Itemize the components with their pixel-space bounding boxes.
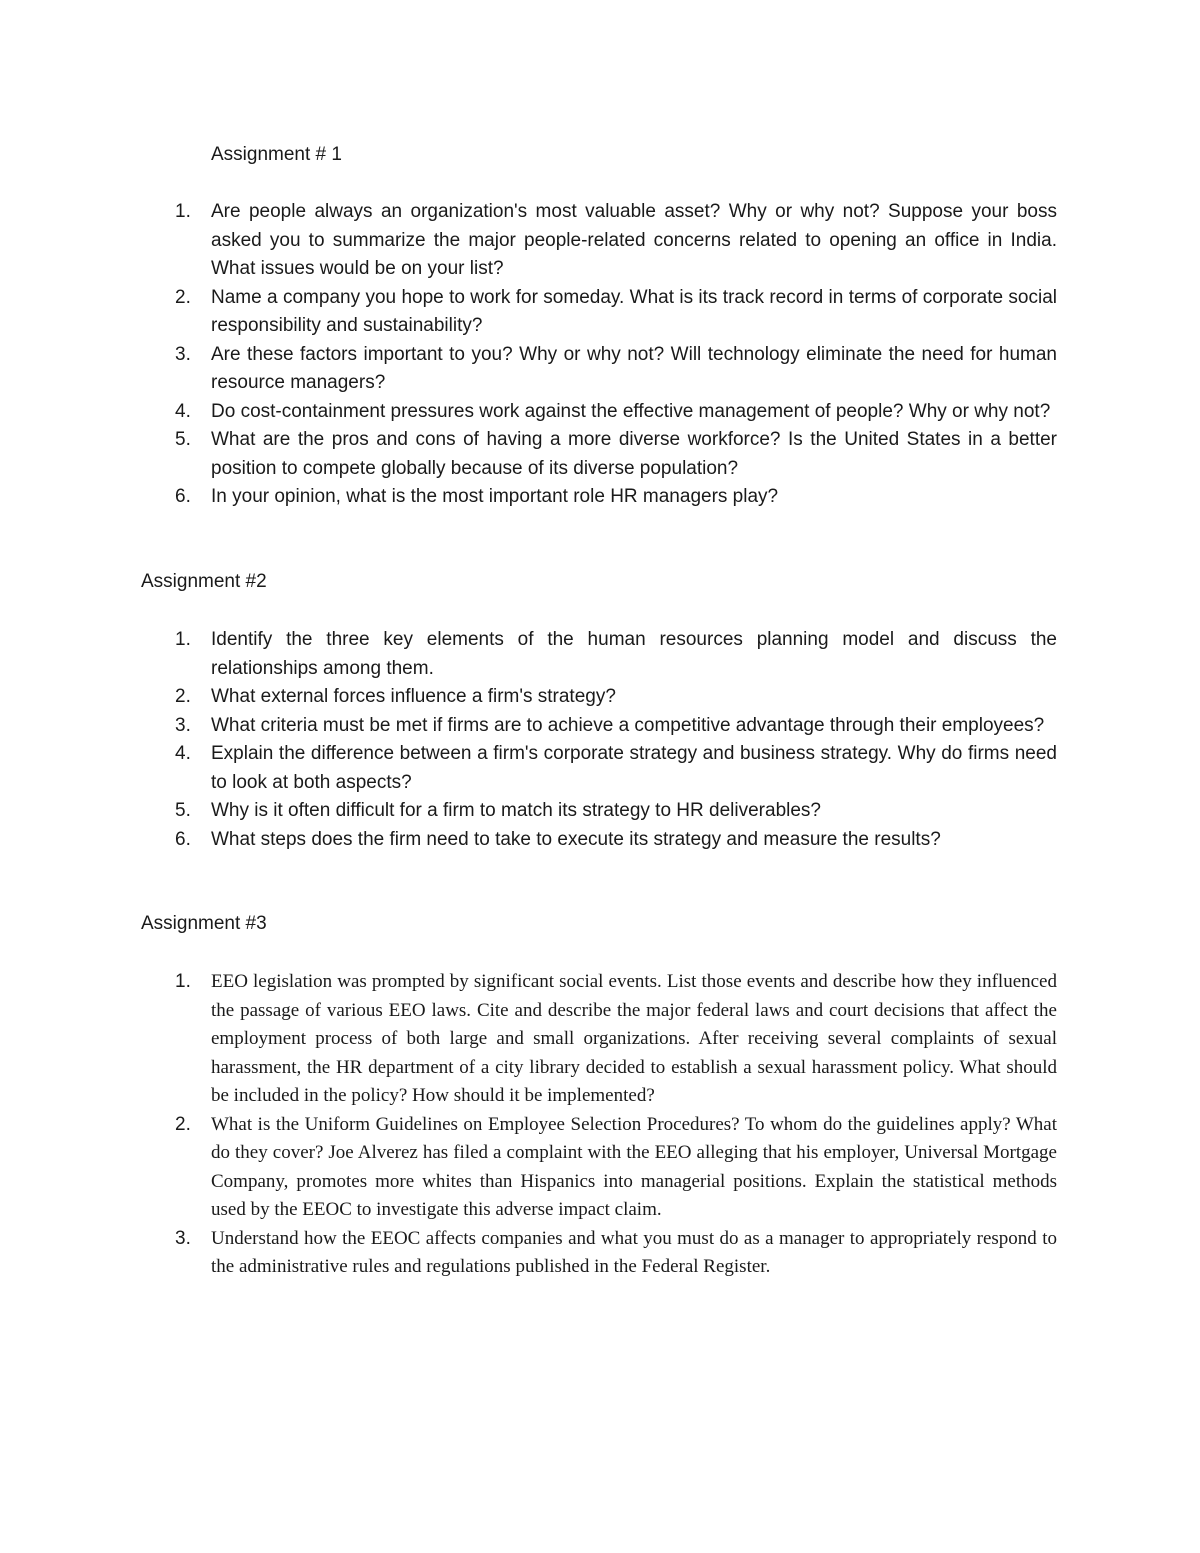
list-item-number: 1. [175,201,191,222]
list-item-text: EEO legislation was prompted by significant social events. List those events and describe how they influenced the passage of various EEO laws. Cite and describe the major federal laws and court decisions that affect the employment process of both large and small organizations. After receiving several complaints of sexual harassment, the HR department of a city library decided to establish a sexual harassment policy. What should be included in the policy? How should it be implemented? [211,971,1057,1106]
list-item [0,740,1057,797]
list-item-number: 1. [175,629,191,650]
list-item [0,483,1057,512]
list-item-number: 2. [175,286,191,308]
list-item-number: 1. [175,971,191,992]
list-item [0,284,1057,341]
assignment-3-question-list [0,968,1200,1282]
list-item [0,1111,1057,1225]
list-item-text: What are the pros and cons of having a more diverse workforce? Is the United States in a better position to compete globally because of its diverse population? [211,429,1057,479]
list-item [0,341,1057,398]
list-item-number: 4. [175,743,191,764]
list-item-text: Explain the difference between a firm's corporate strategy and business strategy. Why do firms need to look at both aspects? [211,743,1057,793]
list-item [0,826,1057,855]
list-item-text: Are these factors important to you? Why or why not? Will technology eliminate the need for human resource managers? [211,343,1057,393]
list-item [0,797,1057,826]
list-item-text: Identify the three key elements of the human resources planning model and discuss the relationships among them. [211,629,1057,679]
list-item-text: Name a company you hope to work for someday. What is its track record in terms of corporate social responsibility and sustainability? [211,286,1057,336]
list-item-number: 3. [175,1227,191,1249]
list-item-number: 6. [175,828,191,850]
assignment-2-question-list [0,626,1200,854]
list-item-text: What is the Uniform Guidelines on Employee Selection Procedures? To whom do the guidelines apply? What do they cover? Joe Alverez has filed a complaint with the EEO alleging that his employer, Universal Mortgage Company, promotes more whites than Hispanics into managerial positions. Explain the statistical methods used by the EEOC to investigate this adverse impact claim. [211,1113,1057,1220]
list-item [0,712,1057,741]
list-item-text: What criteria must be met if firms are to achieve a competitive advantage through their employees? [211,714,1045,736]
list-item [0,968,1057,1111]
list-item [0,426,1057,483]
list-item-text: Understand how the EEOC affects companies and what you must do as a manager to appropriately respond to the administrative rules and regulations published in the Federal Register. [211,1227,1057,1277]
list-item [0,398,1057,427]
list-item-number: 6. [175,486,191,507]
list-item-text: What steps does the firm need to take to execute its strategy and measure the results? [211,828,941,850]
assignment-3-heading: Assignment #3 [141,913,267,934]
list-item-text: In your opinion, what is the most important role HR managers play? [211,486,779,507]
list-item-text: Are people always an organization's most valuable asset? Why or why not? Suppose your boss asked you to summarize the major people-related concerns related to opening an office in India. What issues would be on your list? [211,201,1057,279]
list-item [0,626,1057,683]
list-item-number: 4. [175,400,191,422]
list-item-number: 2. [175,1113,191,1135]
list-item-number: 3. [175,714,191,736]
list-item [0,683,1057,712]
assignment-1-heading: Assignment # 1 [211,144,342,165]
list-item-text: Do cost-containment pressures work against the effective management of people? Why or why not? [211,400,1051,422]
list-item-number: 2. [175,686,191,707]
list-item-number: 5. [175,429,191,450]
list-item-number: 3. [175,343,191,365]
assignment-2-heading: Assignment #2 [141,571,267,592]
assignment-1-question-list [0,198,1200,512]
list-item-number: 5. [175,800,191,821]
list-item-text: What external forces influence a firm's strategy? [211,686,616,707]
list-item-text: Why is it often difficult for a firm to match its strategy to HR deliverables? [211,800,821,821]
list-item [0,1225,1057,1282]
list-item [0,198,1057,284]
